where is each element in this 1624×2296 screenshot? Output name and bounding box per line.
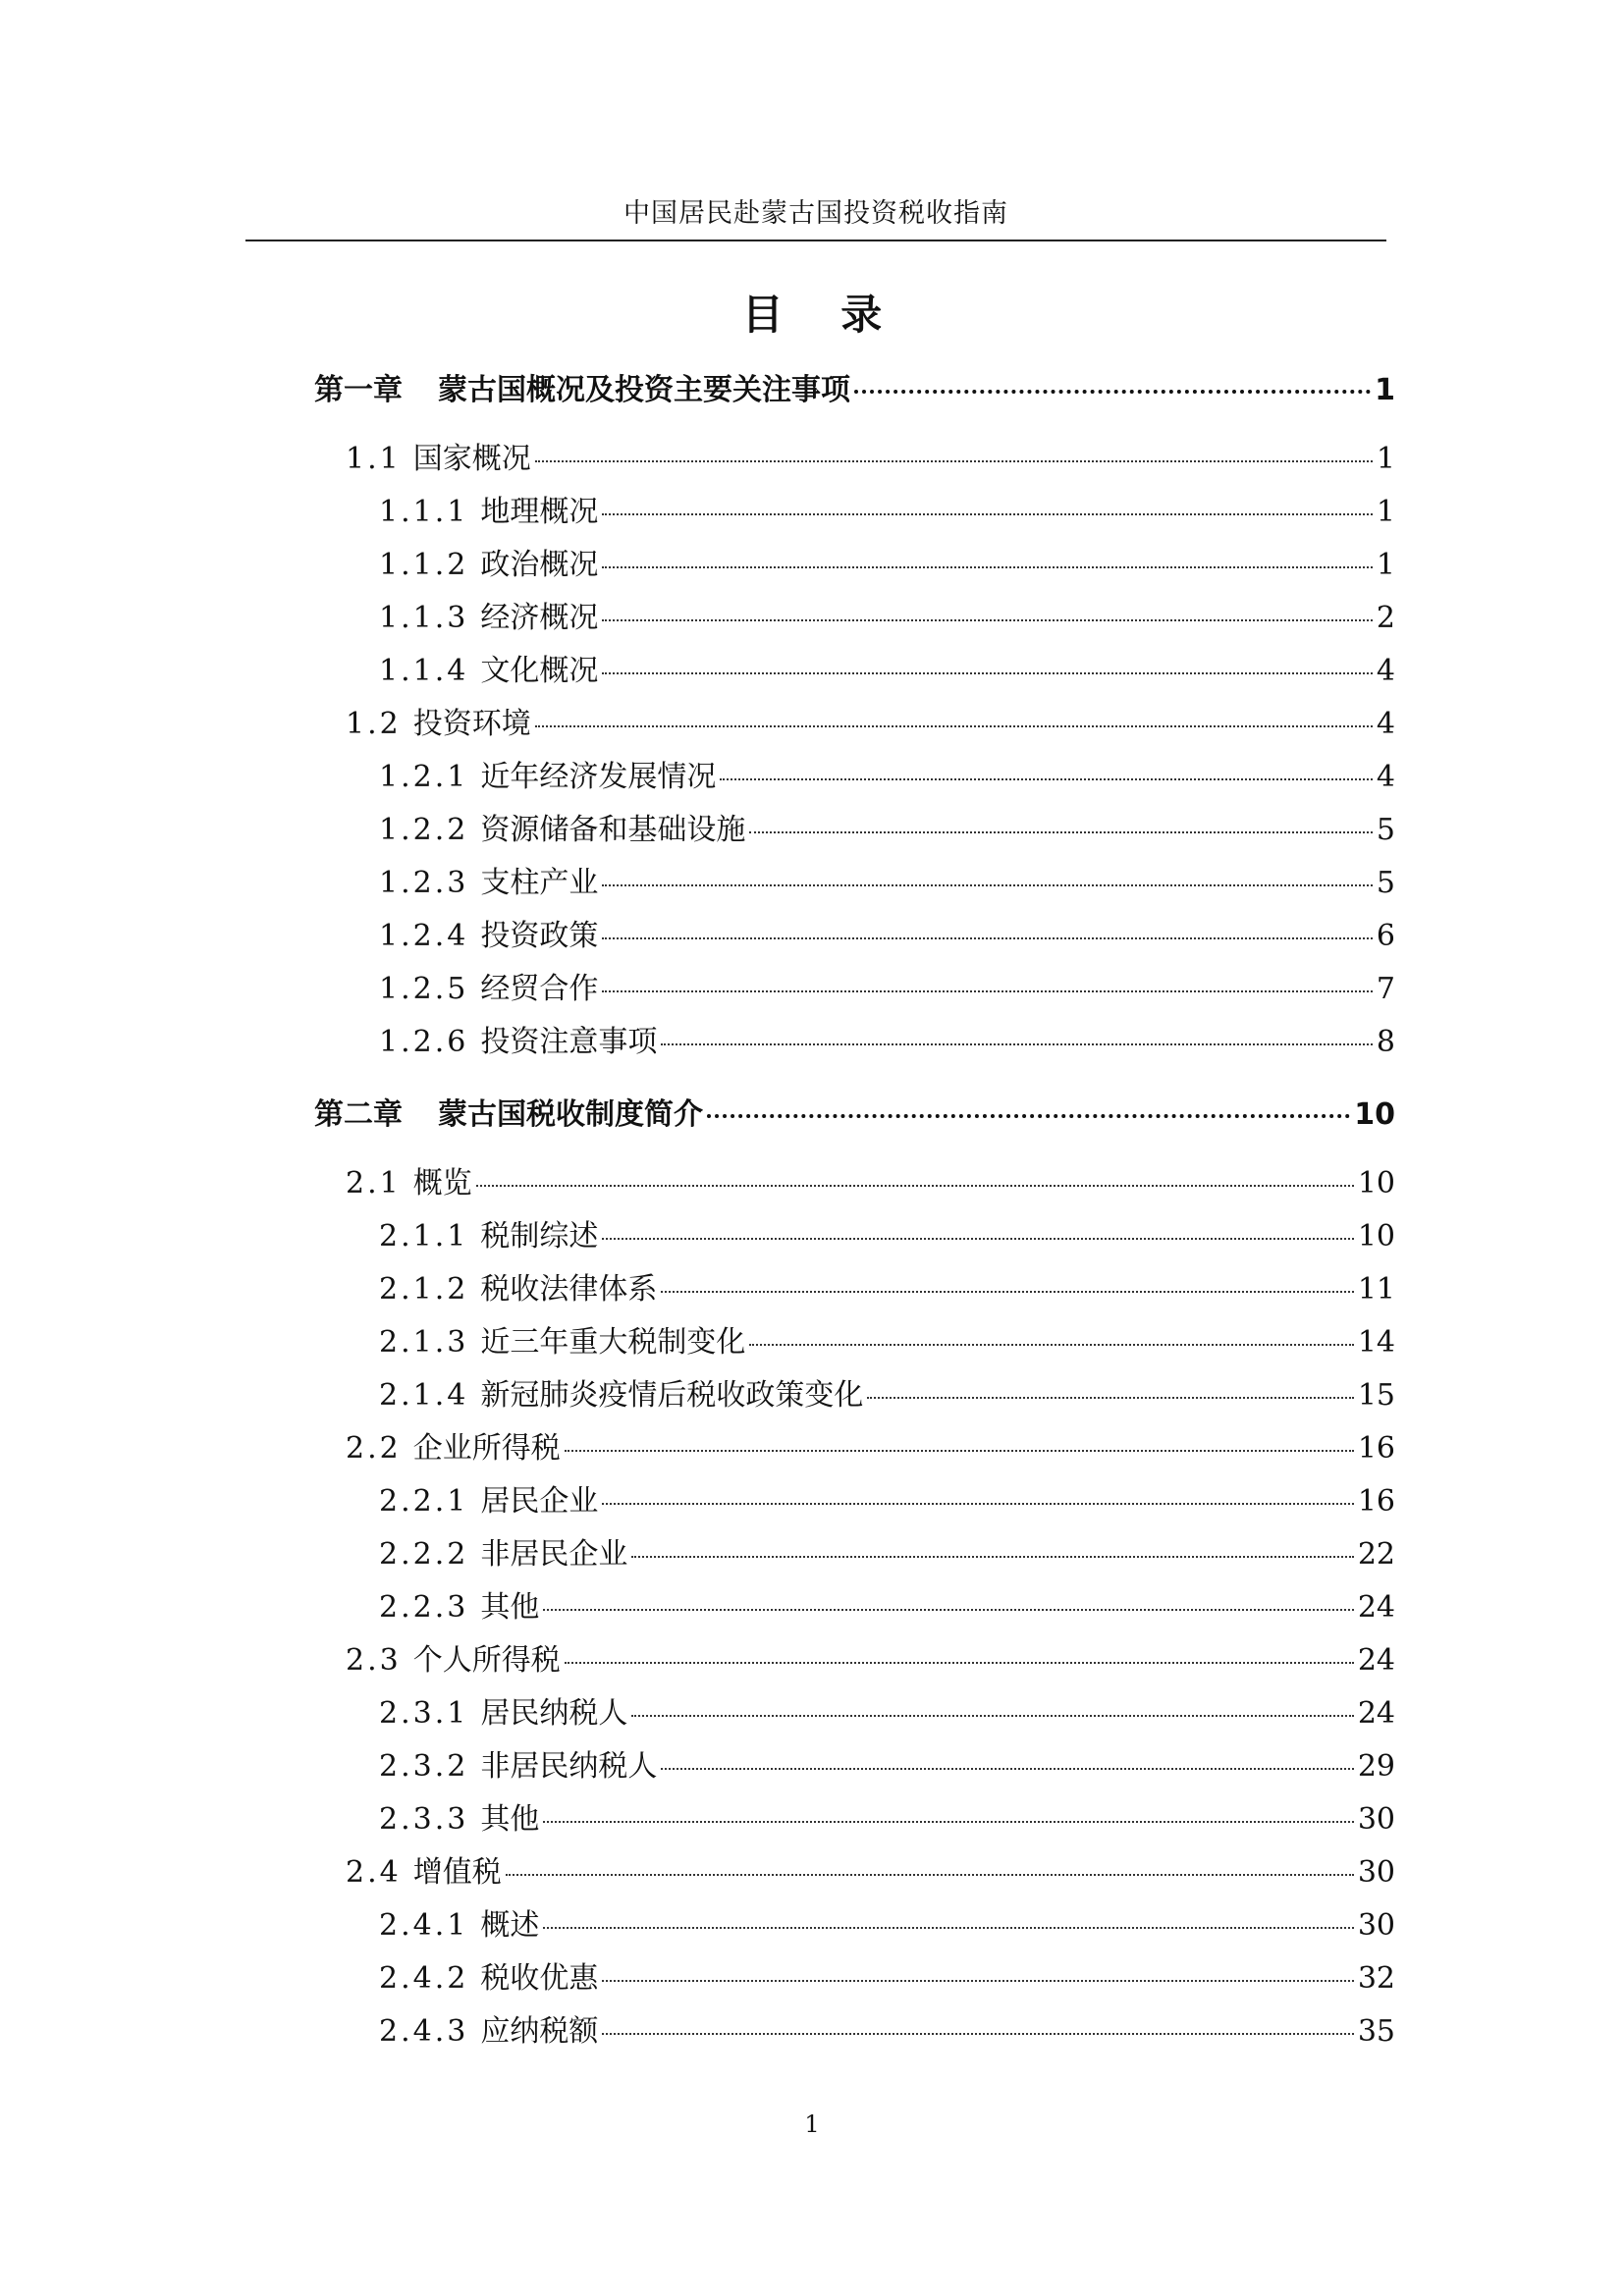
- toc-entry[interactable]: [379, 2012, 1395, 2052]
- toc-dot-leader: [602, 1503, 1353, 1505]
- toc-entry-label: 其他: [480, 1590, 540, 1625]
- toc-dot-leader: [631, 1556, 1353, 1558]
- toc-entry[interactable]: [314, 371, 1395, 410]
- toc-dot-leader: [602, 884, 1373, 886]
- toc-entry[interactable]: [346, 1853, 1395, 1893]
- toc-entry-label: 居民纳税人: [480, 1696, 628, 1731]
- toc-dot-leader: [602, 566, 1373, 568]
- toc-entry-label: 投资环境: [412, 707, 531, 741]
- toc-entry[interactable]: [379, 652, 1395, 691]
- toc-entry-label: 投资政策: [480, 919, 599, 953]
- toc-entry-page: 24: [1357, 1590, 1395, 1625]
- toc-entry-label: 税制综述: [480, 1219, 599, 1254]
- toc-entry[interactable]: [379, 811, 1395, 850]
- toc-entry[interactable]: [379, 1747, 1395, 1787]
- toc-entry[interactable]: [379, 1217, 1395, 1256]
- toc-entry-page: 1: [1376, 548, 1395, 582]
- toc-entry[interactable]: [314, 1095, 1395, 1135]
- toc-entry[interactable]: [346, 1164, 1395, 1203]
- toc-entry-page: 15: [1357, 1378, 1395, 1413]
- toc-entry-number: 1.1.3: [379, 601, 469, 635]
- toc-entry-label: 居民企业: [480, 1484, 599, 1519]
- toc-dot-leader: [543, 1609, 1353, 1611]
- toc-entry-page: 4: [1376, 654, 1395, 688]
- toc-entry-label: 增值税: [412, 1855, 502, 1890]
- toc-entry-page: 1: [1376, 495, 1395, 529]
- toc-entry-number: 2.2.1: [379, 1484, 469, 1519]
- toc-entry[interactable]: [379, 1270, 1395, 1309]
- toc-entry-page: 6: [1376, 919, 1395, 953]
- toc-entry-label: 税收优惠: [480, 1961, 599, 1996]
- toc-dot-leader: [707, 1114, 1350, 1118]
- toc-entry-label: 文化概况: [480, 654, 599, 688]
- toc-entry[interactable]: [346, 1641, 1395, 1681]
- toc-entry-number: 1.2.5: [379, 972, 469, 1006]
- toc-dot-leader: [602, 513, 1373, 515]
- toc-entry-number: 2.4.1: [379, 1908, 469, 1943]
- toc-dot-leader: [661, 1768, 1353, 1770]
- toc-entry-number: 2.4.3: [379, 2014, 469, 2049]
- toc-entry-number: 2.2: [346, 1431, 402, 1466]
- toc-entry-number: 1.1.4: [379, 654, 469, 688]
- toc-dot-leader: [602, 1980, 1353, 1982]
- toc-dot-leader: [749, 831, 1373, 833]
- toc-entry-page: 22: [1357, 1537, 1395, 1572]
- toc-entry-number: 1.2.2: [379, 813, 469, 847]
- toc-entry-page: 10: [1357, 1166, 1395, 1201]
- toc-entry-label: 政治概况: [480, 548, 599, 582]
- toc-entry-label: 近三年重大税制变化: [480, 1325, 746, 1360]
- toc-entry[interactable]: [346, 705, 1395, 744]
- toc-entry-page: 30: [1357, 1855, 1395, 1890]
- toc-entry-label: 企业所得税: [412, 1431, 561, 1466]
- toc-entry-label: 蒙古国税收制度简介: [438, 1097, 703, 1132]
- toc-entry-number: 2.3.2: [379, 1749, 469, 1784]
- toc-entry-number: 2.1.2: [379, 1272, 469, 1307]
- toc-entry[interactable]: [379, 1376, 1395, 1415]
- toc-entry[interactable]: [379, 599, 1395, 638]
- toc-entry[interactable]: [346, 1429, 1395, 1468]
- toc-entry-page: 14: [1357, 1325, 1395, 1360]
- toc-dot-leader: [602, 619, 1373, 621]
- toc-dot-leader: [661, 1043, 1373, 1045]
- toc-entry-page: 16: [1357, 1484, 1395, 1519]
- toc-entry-number: 第二章: [314, 1097, 403, 1132]
- toc-dot-leader: [602, 990, 1373, 992]
- toc-entry-page: 30: [1357, 1802, 1395, 1837]
- toc-entry-number: 2.4.2: [379, 1961, 469, 1996]
- toc-entry-label: 其他: [480, 1802, 540, 1837]
- toc-dot-leader: [543, 1821, 1353, 1823]
- toc-entry-label: 经济概况: [480, 601, 599, 635]
- toc-dot-leader: [631, 1715, 1353, 1717]
- toc-entry-label: 投资注意事项: [480, 1025, 658, 1059]
- toc-entry-number: 2.4: [346, 1855, 402, 1890]
- toc-entry[interactable]: [379, 917, 1395, 956]
- toc-entry-page: 29: [1357, 1749, 1395, 1784]
- toc-entry-label: 资源储备和基础设施: [480, 813, 746, 847]
- toc-entry-label: 个人所得税: [412, 1643, 561, 1678]
- toc-entry-number: 2.1.4: [379, 1378, 469, 1413]
- toc-entry-number: 1.2.4: [379, 919, 469, 953]
- toc-entry-page: 4: [1376, 707, 1395, 741]
- toc-entry-label: 概览: [412, 1166, 472, 1201]
- toc-entry-number: 1.2: [346, 707, 402, 741]
- toc-dot-leader: [602, 672, 1373, 674]
- toc-entry-page: 1: [1375, 373, 1395, 407]
- toc-entry-label: 近年经济发展情况: [480, 760, 717, 794]
- toc-entry-page: 35: [1357, 2014, 1395, 2049]
- toc-entry-number: 2.3: [346, 1643, 402, 1678]
- toc-dot-leader: [661, 1291, 1353, 1293]
- toc-entry-page: 32: [1357, 1961, 1395, 1996]
- toc-entry[interactable]: [379, 1694, 1395, 1734]
- toc-entry[interactable]: [379, 1323, 1395, 1362]
- toc-entry[interactable]: [379, 1906, 1395, 1946]
- toc-dot-leader: [867, 1397, 1353, 1399]
- toc-dot-leader: [535, 725, 1373, 727]
- toc-entry-number: 2.1.3: [379, 1325, 469, 1360]
- toc-entry-page: 24: [1357, 1696, 1395, 1731]
- toc-entry[interactable]: [379, 546, 1395, 585]
- toc-entry-page: 10: [1357, 1219, 1395, 1254]
- toc-entry-number: 1.1: [346, 442, 402, 476]
- toc-entry-label: 地理概况: [480, 495, 599, 529]
- toc-entry-number: 2.1.1: [379, 1219, 469, 1254]
- toc-entry-number: 1.1.1: [379, 495, 469, 529]
- toc-dot-leader: [720, 778, 1373, 780]
- toc-entry[interactable]: [379, 970, 1395, 1009]
- toc-dot-leader: [602, 2033, 1353, 2035]
- toc-dot-leader: [565, 1450, 1354, 1452]
- toc-entry-page: 30: [1357, 1908, 1395, 1943]
- toc-entry-number: 2.2.3: [379, 1590, 469, 1625]
- toc-dot-leader: [543, 1927, 1353, 1929]
- toc-entry-number: 1.2.1: [379, 760, 469, 794]
- toc-entry-label: 非居民企业: [480, 1537, 628, 1572]
- toc-entry-number: 2.3.3: [379, 1802, 469, 1837]
- toc-entry-label: 蒙古国概况及投资主要关注事项: [438, 373, 850, 407]
- toc-entry-number: 1.1.2: [379, 548, 469, 582]
- toc-entry-label: 税收法律体系: [480, 1272, 658, 1307]
- toc-entry-label: 经贸合作: [480, 972, 599, 1006]
- toc-entry[interactable]: [346, 440, 1395, 479]
- toc-entry-number: 第一章: [314, 373, 403, 407]
- toc-entry-page: 5: [1376, 866, 1395, 900]
- toc-dot-leader: [535, 460, 1373, 462]
- toc-entry-page: 2: [1376, 601, 1395, 635]
- toc-dot-leader: [506, 1874, 1354, 1876]
- toc-entry-page: 7: [1376, 972, 1395, 1006]
- toc-entry[interactable]: [379, 493, 1395, 532]
- toc-entry-label: 非居民纳税人: [480, 1749, 658, 1784]
- toc-title: 目 录: [741, 291, 883, 339]
- toc-entry-label: 概述: [480, 1908, 540, 1943]
- toc-entry-number: 2.3.1: [379, 1696, 469, 1731]
- toc-entry-page: 11: [1357, 1272, 1395, 1307]
- toc-entry-number: 1.2.6: [379, 1025, 469, 1059]
- running-header: 中国居民赴蒙古国投资税收指南: [623, 198, 1008, 229]
- toc-entry-label: 新冠肺炎疫情后税收政策变化: [480, 1378, 864, 1413]
- toc-dot-leader: [602, 1238, 1353, 1240]
- page-number: 1: [804, 2110, 820, 2138]
- toc-entry[interactable]: [379, 1482, 1395, 1522]
- toc-entry-page: 5: [1376, 813, 1395, 847]
- toc-entry-page: 24: [1357, 1643, 1395, 1678]
- toc-entry-page: 8: [1376, 1025, 1395, 1059]
- toc-entry[interactable]: [379, 1023, 1395, 1062]
- toc-entry[interactable]: [379, 864, 1395, 903]
- toc-dot-leader: [476, 1185, 1354, 1187]
- toc-entry-page: 16: [1357, 1431, 1395, 1466]
- toc-entry[interactable]: [379, 1959, 1395, 1999]
- toc-entry-number: 1.2.3: [379, 866, 469, 900]
- toc-entry[interactable]: [379, 1535, 1395, 1575]
- toc-entry-page: 1: [1376, 442, 1395, 476]
- toc-entry-number: 2.2.2: [379, 1537, 469, 1572]
- toc-entry[interactable]: [379, 1588, 1395, 1628]
- toc-dot-leader: [854, 390, 1371, 394]
- toc-entry-label: 国家概况: [412, 442, 531, 476]
- toc-entry-label: 支柱产业: [480, 866, 599, 900]
- toc-entry-page: 10: [1354, 1097, 1395, 1132]
- toc-entry[interactable]: [379, 758, 1395, 797]
- toc-entry-label: 应纳税额: [480, 2014, 599, 2049]
- header-rule: [245, 240, 1386, 241]
- toc-dot-leader: [602, 937, 1373, 939]
- toc-entry-number: 2.1: [346, 1166, 402, 1201]
- toc-entry[interactable]: [379, 1800, 1395, 1840]
- toc-dot-leader: [565, 1662, 1354, 1664]
- toc-entry-page: 4: [1376, 760, 1395, 794]
- toc-dot-leader: [749, 1344, 1353, 1346]
